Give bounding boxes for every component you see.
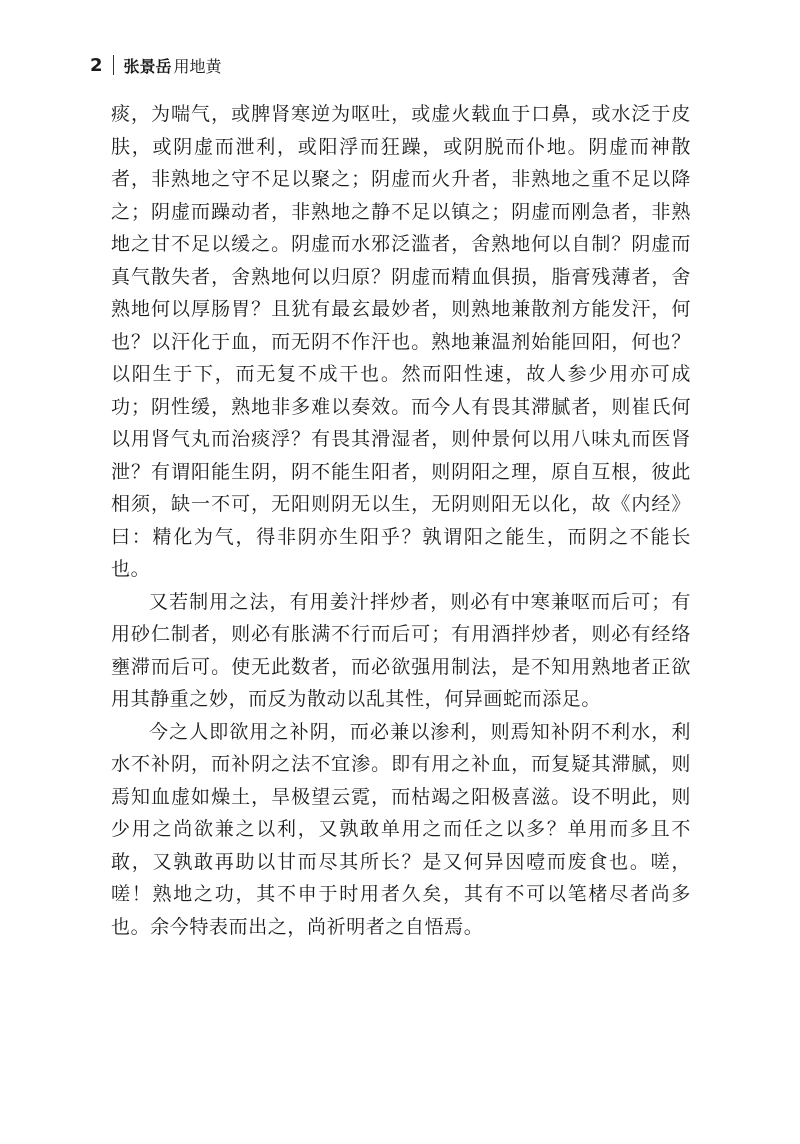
book-title: 用地黄 [173, 56, 222, 76]
running-header [90, 50, 222, 80]
paragraph-continued: 痰，为喘气，或脾肾寒逆为呕吐，或虚火载血于口鼻，或水泛于皮肤，或阴虚而泄利，或阳浮而狂躁，或阴脱而仆地。阴虚而神散者，非熟地之守不足以聚之；阴虚而火升者，非熟地之重不足以降之；阴虚而躁动者，非熟地之静不足以镇之；阴虚而刚急者，非熟地之甘不足以缓之。阴虚而水邪泛滥者，舍熟地何以自制？阴虚而真气散失者，舍熟地何以归原？阴虚而精血俱损，脂膏残薄者，舍熟地何以厚肠胃？且犹有最玄最妙者，则熟地兼散剂方能发汗，何也？以汗化于血，而无阴不作汗也。熟地兼温剂始能回阳，何也？以阳生于下，而无复不成干也。然而阳性速，故人参少用亦可成功；阴性缓，熟地非多难以奏效。而今人有畏其滞腻者，则崔氏何以用肾气丸而治痰浮？有畏其滑湿者，则仲景何以用八味丸而医肾泄？有谓阳能生阴，阴不能生阳者，则阴阳之理，原自互根，彼此相须，缺一不可，无阳则阴无以生，无阴则阳无以化，故《内经》曰：精化为气，得非阴亦生阳乎？孰谓阳之能生，而阴之不能长也。 [111, 103, 691, 580]
paragraph: 又若制用之法，有用姜汁拌炒者，则必有中寒兼呕而后可；有用砂仁制者，则必有胀满不行而后可；有用酒拌炒者，则必有经络壅滞而后可。使无此数者，而必欲强用制法，是不知用熟地者正欲用其静重之妙，而反为散动以乱其性，何异画蛇而添足。 [111, 590, 691, 710]
paragraph: 今之人即欲用之补阴，而必兼以渗利，则焉知补阴不利水，利水不补阴，而补阴之法不宜渗。即有用之补血，而复疑其滞腻，则焉知血虚如燥土，旱极望云霓，而枯竭之阳极喜滋。设不明此，则少用之尚欲兼之以利，又孰敢单用之而任之以多？单用而多且不敢，又孰敢再助以甘而尽其所长？是又何异因噎而废食也。嗟，嗟！熟地之功，其不申于时用者久矣，其有不可以笔楮尽者尚多也。余今特表而出之，尚祈明者之自悟焉。 [111, 720, 691, 938]
header-divider [113, 55, 114, 75]
body-text [111, 98, 691, 943]
page-number: 2 [90, 54, 103, 76]
book-author: 张景岳 [123, 56, 172, 76]
